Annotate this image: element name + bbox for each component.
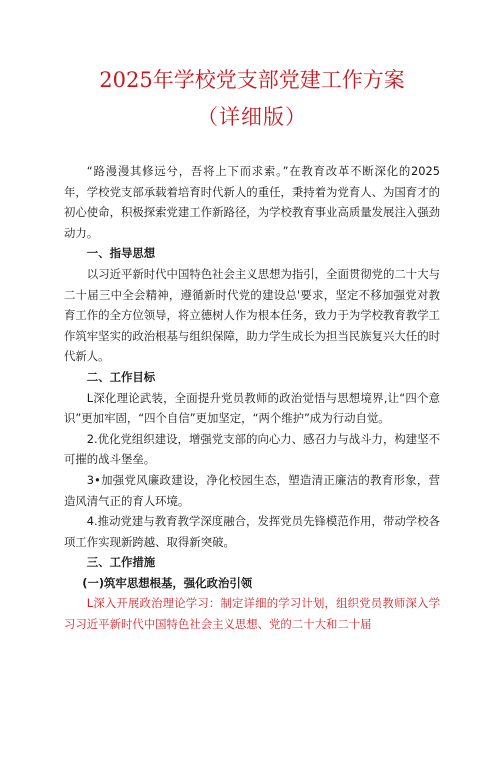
section-heading-work-measures: 三、工作措施: [86, 555, 156, 570]
section-heading-work-goals: 二、工作目标: [86, 369, 156, 384]
document-body: [64, 161, 440, 635]
goal-item-2: 2.优化党组织建设，增强党支部的向心力、感召力与战斗力，构建坚不可摧的战斗堡垒。: [64, 431, 440, 467]
intro-paragraph: “路漫漫其修远兮，吾将上下而求索。”在教育改革不断深化的2025年，学校党支部承载着培育时代新人的重任，秉持着为党育人、为国育才的初心使命，积极探索党建工作新路径，为学校教育事业高质量发展注入强劲动力。: [64, 164, 440, 240]
document-subtitle: （详细版）: [197, 105, 307, 129]
goal-item-1: L深化理论武装，全面提升党员教师的政治觉悟与思想境界,让“四个意识”更加牢固，“四个自信”更加坚定，“两个维护”成为行动自觉。: [64, 390, 440, 426]
measure-item-1: L深入开展政治理论学习：制定详细的学习计划，组织党员教师深入学习习近平新时代中国特色社会主义思想、党的二十大和二十届: [64, 596, 440, 632]
goal-item-4: 4.推动党建与教育教学深度融合，发挥党员先锋模范作用，带动学校各项工作实现新跨越、取得新突破。: [64, 514, 440, 549]
section-heading-guiding-ideology: 一、指导思想: [86, 246, 156, 261]
document-page: [0, 63, 500, 770]
subsection-heading-1: (一)筑牢思想根基，强化政治引领: [82, 575, 253, 590]
goal-item-3: 3•加强党风廉政建设，净化校园生态，塑造清正廉洁的教育形象，营造风清气正的育人环境。: [64, 472, 440, 508]
document-title: 2025年学校党支部党建工作方案: [99, 68, 405, 92]
guiding-ideology-paragraph: 以习近平新时代中国特色社会主义思想为指引，全面贯彻党的二十大与二十届三中全会精神，遵循新时代党的建设总'要求，坚定不移加强党对教育工作的全方位领导，将立德树人作为根本任务，致力于为学校教育教学工作筑牢坚实的政治根基与组织保障，助力学生成长为担当民族复兴大任的时代新人。: [64, 266, 440, 364]
